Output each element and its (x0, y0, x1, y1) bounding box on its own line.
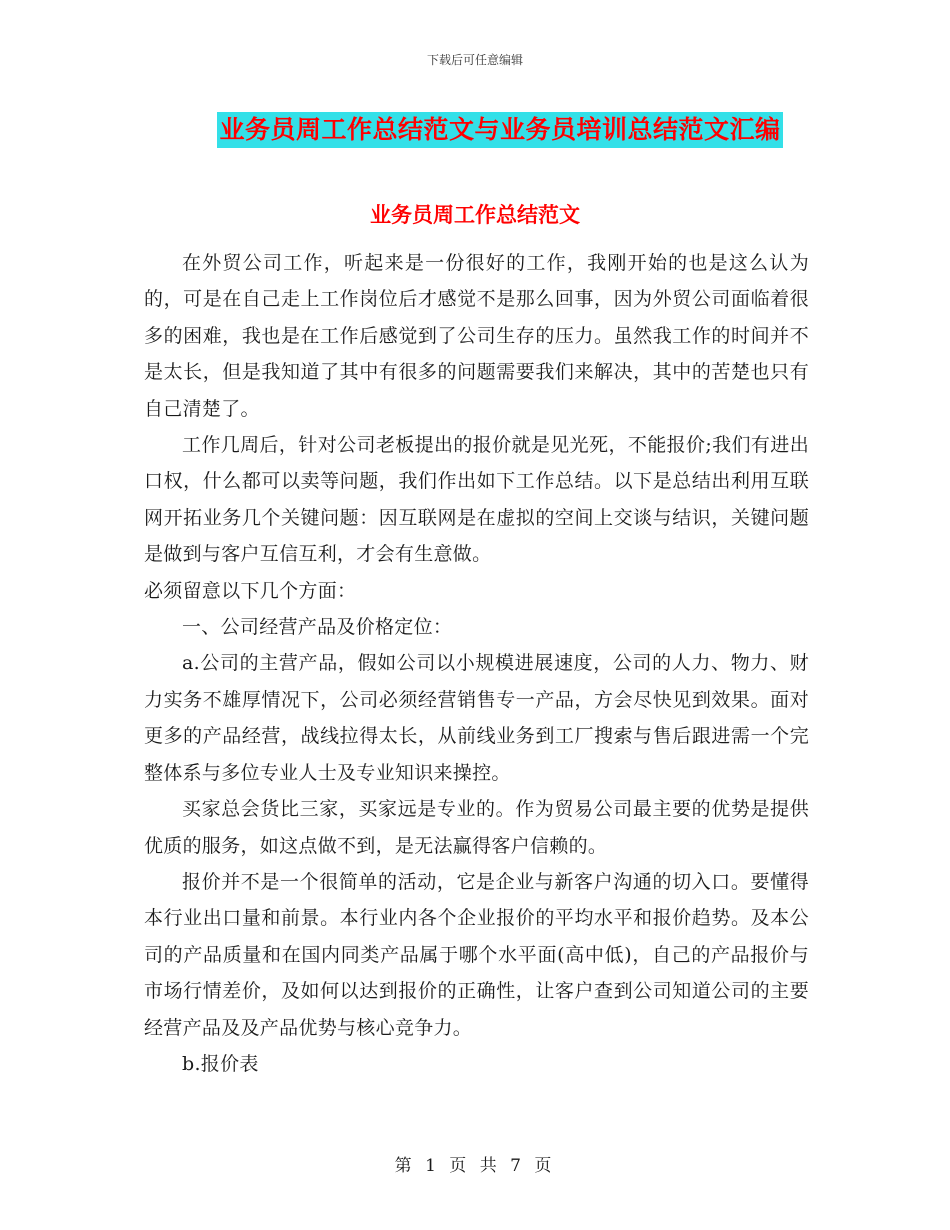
paragraph: b.报价表 (182, 1052, 259, 1075)
paragraph: 报价并不是一个很简单的活动，它是企业与新客户沟通的切入口。要懂得本行业出口量和前景。本行业内各个企业报价的平均水平和报价趋势。及本公司的产品质量和在国内同类产品属于哪个水平面(高中低)，自己的产品报价与市场行情差价，及如何以达到报价的正确性，让客户查到公司知道公司的主要经营产品及及产品优势与核心竞争力。 (144, 870, 809, 1039)
main-title: 业务员周工作总结范文与业务员培训总结范文汇编 (217, 112, 782, 148)
page-header: 下载后可任意编辑 (426, 53, 523, 67)
paragraph: 必须留意以下几个方面： (144, 579, 357, 602)
paragraph: 买家总会货比三家，买家远是专业的。作为贸易公司最主要的优势是提供优质的服务，如这点做不到，是无法赢得客户信赖的。 (144, 798, 809, 857)
paragraph: 在外贸公司工作，听起来是一份很好的工作，我刚开始的也是这么认为的，可是在自己走上工作岗位后才感觉不是那么回事，因为外贸公司面临着很多的困难，我也是在工作后感觉到了公司生存的压力。虽然我工作的时间并不是太长，但是我知道了其中有很多的问题需要我们来解决，其中的苦楚也只有自己清楚了。 (144, 252, 809, 420)
paragraph: 一、公司经营产品及价格定位： (182, 616, 453, 639)
paragraph: 工作几周后，针对公司老板提出的报价就是见光死，不能报价;我们有进出口权，什么都可以卖等问题，我们作出如下工作总结。以下是总结出利用互联网开拓业务几个关键问题：因互联网是在虚拟的空间上交谈与结识，关键问题是做到与客户互信互利，才会有生意做。 (144, 434, 809, 566)
body-text (144, 245, 809, 1082)
paragraph: a.公司的主营产品，假如公司以小规模进展速度，公司的人力、物力、财力实务不雄厚情况下，公司必须经营销售专一产品，方会尽快见到效果。面对更多的产品经营，战线拉得太长，从前线业务到工厂搜索与售后跟进需一个完整体系与多位专业人士及专业知识来操控。 (144, 652, 809, 784)
main-title-container (0, 112, 950, 148)
section-title: 业务员周工作总结范文 (370, 203, 580, 227)
page-footer: 第 1 页 共 7 页 (394, 1156, 556, 1176)
